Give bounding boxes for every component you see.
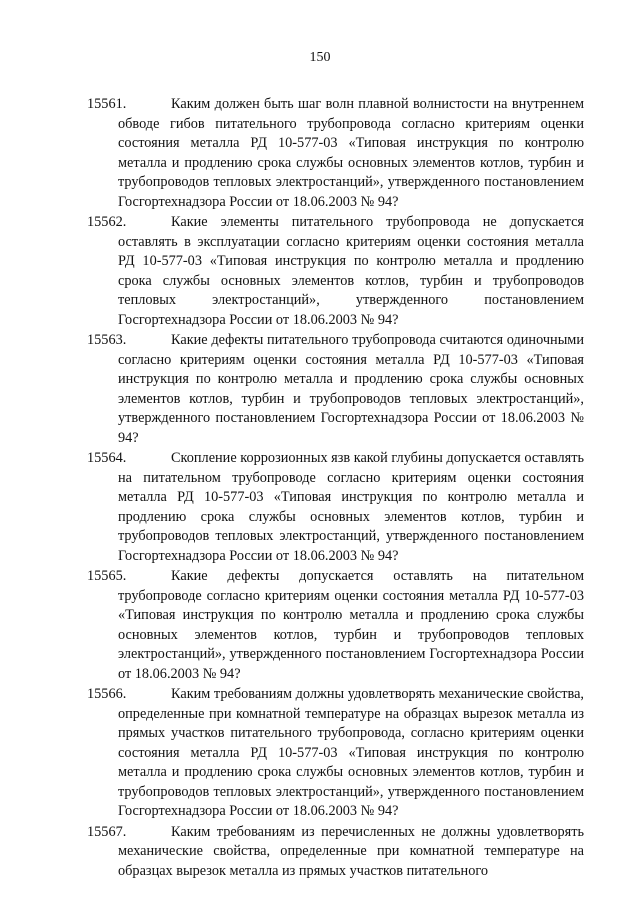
question-15563 xyxy=(87,331,584,448)
question-number: 15566. xyxy=(87,686,127,702)
question-15564 xyxy=(87,449,584,566)
question-text: Каким требованиям из перечисленных не должны удовлетворять механические свойства, определенные при комнатной температуре на образцах вырезок металла из прямых участков питательного xyxy=(118,823,584,879)
question-number: 15564. xyxy=(87,450,127,466)
page-number: 150 xyxy=(309,50,331,65)
question-text: Какие дефекты допускается оставлять на питательном трубопроводе согласно критериям оценки состояния металла РД 10-577-03 «Типовая инструкция по контролю металла и продлению срока службы основных элементов котлов, турбин и трубопроводов тепловых электростанций», утвержденного постановлением Госгортехнадзора России от 18.06.2003 № 94? xyxy=(118,568,584,682)
question-number: 15561. xyxy=(87,96,127,112)
question-15565 xyxy=(87,567,584,684)
question-number: 15563. xyxy=(87,332,127,348)
question-15567 xyxy=(87,823,584,882)
question-text: Каким должен быть шаг волн плавной волнистости на внутреннем обводе гибов питательного трубопровода согласно критериям оценки состояния металла РД 10-577-03 «Типовая инструкция по контролю металла и продлению срока службы основных элементов котлов, турбин и трубопроводов тепловых электростанций», утвержденного постановлением Госгортехнадзора России от 18.06.2003 № 94? xyxy=(118,96,584,210)
question-list xyxy=(87,95,585,881)
question-number: 15565. xyxy=(87,568,127,584)
question-number: 15567. xyxy=(87,823,127,840)
question-text: Какие элементы питательного трубопровода не допускается оставлять в эксплуатации согласно критериям оценки состояния металла РД 10-577-03 «Типовая инструкция по контролю металла и продлению срока службы основных элементов котлов, турбин и трубопроводов тепловых электростанций», утвержденного постановлением Госгортехнадзора России от 18.06.2003 № 94? xyxy=(118,214,584,328)
question-15566 xyxy=(87,685,585,822)
question-15562 xyxy=(87,213,584,330)
question-text: Каким требованиям должны удовлетворять механические свойства, определенные при комнатной температуре на образцах вырезок металла из прямых участков питательного трубопровода, согласно критериям оценки состояния металла РД 10-577-03 «Типовая инструкция по контролю металла и продлению срока службы основных элементов котлов, турбин и трубопроводов тепловых электростанций», утвержденного постановлением Госгортехнадзора России от 18.06.2003 № 94? xyxy=(118,686,585,819)
question-number: 15562. xyxy=(87,214,127,230)
question-text: Скопление коррозионных язв какой глубины допускается оставлять на питательном трубопроводе согласно критериям оценки состояния металла РД 10-577-03 «Типовая инструкция по контролю металла и продлению срока службы основных элементов котлов, турбин и трубопроводов тепловых электростанций, утвержденного постановлением Госгортехнадзора России от 18.06.2003 № 94? xyxy=(118,450,584,564)
question-15561 xyxy=(87,95,584,212)
question-text: Какие дефекты питательного трубопровода считаются одиночными согласно критериям оценки состояния металла РД 10-577-03 «Типовая инструкция по контролю металла и продлению срока службы основных элементов котлов, турбин и трубопроводов тепловых электростанций», утвержденного постановлением Госгортехнадзора России от 18.06.2003 № 94? xyxy=(118,332,584,446)
